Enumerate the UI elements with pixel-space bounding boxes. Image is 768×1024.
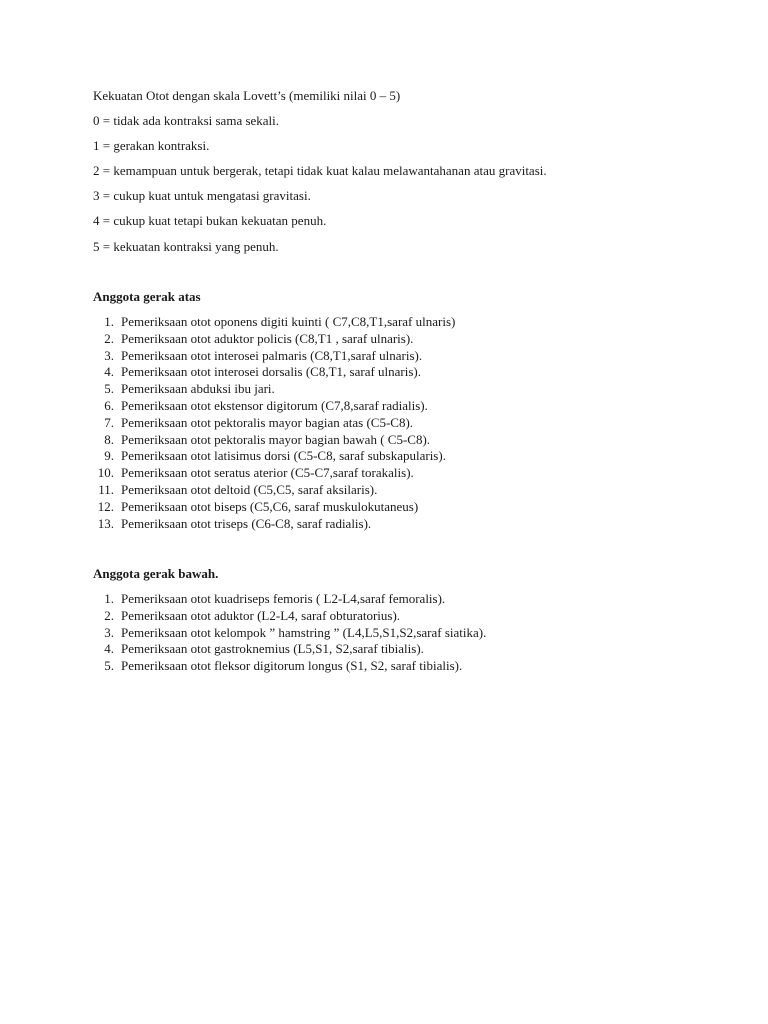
list-item-number: 1. [104, 314, 114, 329]
list-item-text: Pemeriksaan abduksi ibu jari. [121, 381, 275, 397]
list-item-number: 9. [104, 448, 114, 464]
list-item [93, 414, 414, 432]
list-item-number: 4. [104, 641, 114, 657]
list-item [93, 641, 424, 658]
list-item [93, 347, 423, 365]
lower-limb-heading: Anggota gerak bawah. [93, 566, 219, 581]
list-item-text: Pemeriksaan otot biseps (C5,C6, saraf muskulokutaneus) [121, 498, 419, 514]
list-item [93, 465, 414, 482]
list-item [93, 448, 446, 465]
list-item-text: Pemeriksaan otot fleksor digitorum longus (S1, S2, saraf tibialis). [121, 658, 463, 674]
list-item-text: Pemeriksaan otot deltoid (C5,C5, saraf aksilaris). [121, 481, 378, 497]
list-item-text: Pemeriksaan otot interosei dorsalis (C8,T1, saraf ulnaris). [121, 364, 422, 380]
scale-item: 2 = kemampuan untuk bergerak, tetapi tidak kuat kalau melawantahanan atau gravitasi. [93, 163, 547, 178]
list-item-text: Pemeriksaan otot aduktor (L2-L4, saraf obturatorius). [121, 607, 401, 623]
upper-limb-heading: Anggota gerak atas [93, 289, 201, 304]
list-item-number: 5. [104, 381, 114, 397]
list-item [93, 397, 428, 415]
list-item-number: 11. [98, 481, 114, 497]
scale-title: Kekuatan Otot dengan skala Lovett’s (memiliki nilai 0 – 5) [93, 88, 401, 103]
list-item-text: Pemeriksaan otot gastroknemius (L5,S1, S2,saraf tibialis). [121, 641, 424, 657]
scale-item: 5 = kekuatan kontraksi yang penuh. [93, 239, 279, 254]
list-item [93, 481, 378, 499]
list-item-number: 6. [104, 397, 114, 413]
list-item [93, 591, 446, 608]
scale-item: 4 = cukup kuat tetapi bukan kekuatan penuh. [93, 213, 327, 228]
list-item-text: Pemeriksaan otot ekstensor digitorum (C7,8,saraf radialis). [121, 397, 428, 413]
list-item-text: Pemeriksaan otot interosei palmaris (C8,T1,saraf ulnaris). [121, 347, 423, 363]
list-item-number: 3. [104, 624, 114, 640]
list-item [93, 515, 372, 533]
list-item-text: Pemeriksaan otot oponens digiti kuinti ( C7,C8,T1,saraf ulnaris) [121, 314, 456, 329]
list-item [93, 607, 401, 625]
list-item [93, 381, 275, 398]
list-item-text: Pemeriksaan otot seratus aterior (C5-C7,saraf torakalis). [121, 465, 414, 481]
list-item [93, 498, 419, 516]
list-item-text: Pemeriksaan otot latisimus dorsi (C5-C8, saraf subskapularis). [121, 448, 446, 464]
list-item [93, 431, 431, 449]
list-item-number: 7. [104, 414, 114, 430]
list-item [93, 314, 456, 331]
list-item-number: 5. [104, 658, 114, 674]
list-item-text: Pemeriksaan otot triseps (C6-C8, saraf radialis). [121, 515, 372, 531]
list-item-number: 1. [104, 591, 114, 606]
list-item-number: 4. [104, 364, 114, 380]
scale-item: 1 = gerakan kontraksi. [93, 138, 210, 153]
list-item-number: 3. [104, 347, 114, 363]
list-item-text: Pemeriksaan otot kuadriseps femoris ( L2-L4,saraf femoralis). [121, 591, 446, 606]
list-item-text: Pemeriksaan otot aduktor policis (C8,T1 , saraf ulnaris). [121, 330, 414, 346]
list-item [93, 364, 422, 381]
list-item-text: Pemeriksaan otot pektoralis mayor bagian bawah ( C5-C8). [121, 431, 431, 447]
list-item-number: 2. [104, 330, 114, 346]
list-item [93, 658, 463, 675]
list-item-number: 10. [97, 465, 114, 481]
list-item-number: 12. [97, 498, 114, 514]
list-item-text: Pemeriksaan otot pektoralis mayor bagian atas (C5-C8). [121, 414, 414, 430]
lower-limb-list [93, 591, 487, 675]
list-item [93, 624, 487, 642]
list-item-number: 2. [104, 607, 114, 623]
scale-item: 0 = tidak ada kontraksi sama sekali. [93, 113, 280, 128]
list-item [93, 330, 414, 348]
list-item-text: Pemeriksaan otot kelompok ” hamstring ” (L4,L5,S1,S2,saraf siatika). [121, 624, 487, 640]
list-item-number: 8. [104, 431, 114, 447]
upper-limb-list [93, 314, 456, 532]
list-item-number: 13. [97, 515, 114, 531]
scale-item: 3 = cukup kuat untuk mengatasi gravitasi. [93, 188, 311, 203]
